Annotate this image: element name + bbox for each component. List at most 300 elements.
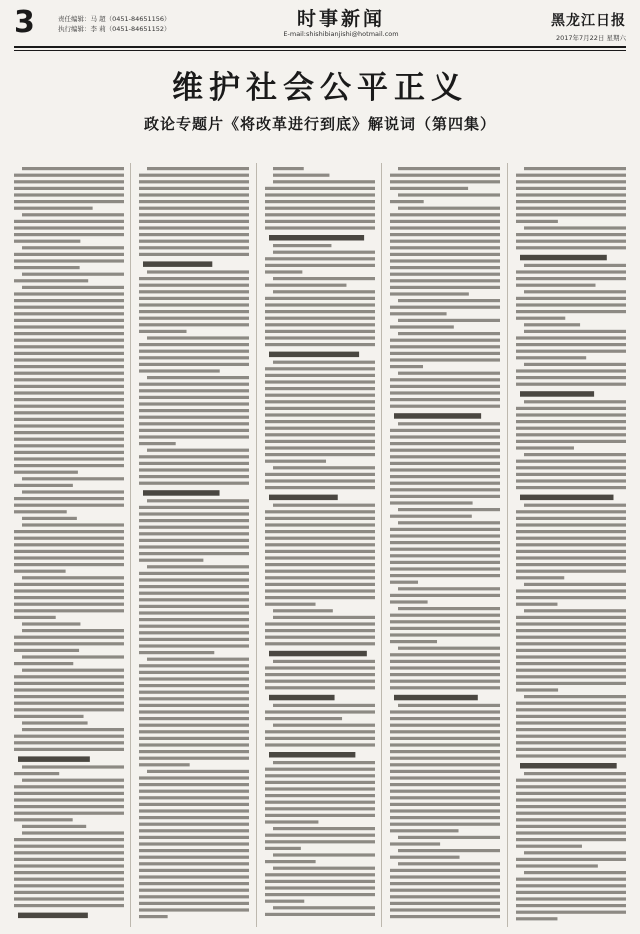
text-line-placeholder	[516, 721, 626, 724]
text-line-placeholder	[139, 572, 249, 575]
text-line-placeholder	[139, 233, 249, 236]
text-line-placeholder	[14, 193, 124, 196]
text-line-placeholder	[139, 908, 249, 911]
text-line-placeholder	[516, 785, 626, 788]
text-line-placeholder	[265, 523, 375, 526]
text-line-placeholder	[14, 431, 124, 434]
text-line-placeholder	[139, 323, 249, 326]
subheading-placeholder	[394, 695, 478, 701]
text-line-placeholder	[14, 319, 124, 322]
text-line-placeholder	[516, 383, 626, 386]
text-line-placeholder	[273, 290, 375, 293]
text-line-placeholder	[139, 829, 249, 832]
text-line-placeholder	[398, 587, 500, 590]
text-line-placeholder	[139, 697, 249, 700]
text-line-placeholder	[265, 387, 375, 390]
text-line-placeholder	[265, 264, 375, 267]
text-line-placeholder	[516, 728, 626, 731]
text-line-placeholder	[139, 644, 249, 647]
text-line-placeholder	[14, 207, 93, 210]
text-line-placeholder	[390, 253, 500, 256]
text-line-placeholder	[390, 783, 500, 786]
text-line-placeholder	[265, 710, 375, 713]
text-line-placeholder	[139, 416, 249, 419]
subheading-placeholder	[520, 763, 617, 769]
text-line-placeholder	[398, 422, 500, 425]
text-line-placeholder	[516, 616, 626, 619]
text-line-placeholder	[139, 290, 249, 293]
text-line-placeholder	[265, 336, 375, 339]
text-line-placeholder	[265, 517, 375, 520]
text-line-placeholder	[14, 292, 124, 295]
text-line-placeholder	[516, 174, 626, 177]
text-line-placeholder	[265, 323, 375, 326]
text-line-placeholder	[390, 567, 500, 570]
section-email: E-mail:shishibianjishi@hotmail.com	[283, 30, 399, 38]
text-line-placeholder	[516, 433, 626, 436]
text-line-placeholder	[265, 893, 375, 896]
masthead-rule	[14, 46, 626, 48]
text-line-placeholder	[22, 517, 77, 520]
text-line-placeholder	[516, 537, 626, 540]
text-line-placeholder	[147, 565, 249, 568]
text-line-placeholder	[398, 332, 500, 335]
text-line-placeholder	[516, 284, 595, 287]
text-line-placeholder	[265, 380, 375, 383]
text-line-placeholder	[14, 259, 124, 262]
text-line-placeholder	[265, 510, 375, 513]
text-line-placeholder	[147, 658, 249, 661]
text-line-placeholder	[390, 488, 500, 491]
subheading-placeholder	[269, 235, 364, 241]
text-line-placeholder	[139, 369, 220, 372]
text-line-placeholder	[14, 266, 80, 269]
text-column	[265, 163, 382, 927]
text-line-placeholder	[265, 420, 375, 423]
text-line-placeholder	[524, 772, 626, 775]
text-line-placeholder	[139, 532, 249, 535]
text-line-placeholder	[516, 369, 626, 372]
text-line-placeholder	[139, 704, 249, 707]
text-line-placeholder	[516, 187, 626, 190]
text-line-placeholder	[147, 270, 249, 273]
text-line-placeholder	[516, 682, 626, 685]
headline-area	[14, 51, 626, 157]
text-line-placeholder	[265, 589, 375, 592]
text-line-placeholder	[524, 226, 626, 229]
text-line-placeholder	[265, 666, 375, 669]
text-line-placeholder	[390, 594, 500, 597]
text-line-placeholder	[516, 570, 626, 573]
text-line-placeholder	[139, 330, 187, 333]
text-line-placeholder	[390, 633, 500, 636]
text-line-placeholder	[265, 207, 375, 210]
text-line-placeholder	[516, 741, 626, 744]
text-line-placeholder	[516, 884, 626, 887]
text-line-placeholder	[390, 306, 500, 309]
text-line-placeholder	[390, 455, 500, 458]
text-line-placeholder	[516, 427, 626, 430]
text-line-placeholder	[22, 765, 124, 768]
text-line-placeholder	[390, 889, 500, 892]
text-line-placeholder	[265, 270, 302, 273]
text-line-placeholder	[516, 891, 626, 894]
text-line-placeholder	[139, 803, 249, 806]
text-line-placeholder	[516, 486, 626, 489]
text-line-placeholder	[14, 510, 67, 513]
text-line-placeholder	[390, 743, 500, 746]
text-line-placeholder	[139, 691, 249, 694]
text-line-placeholder	[390, 266, 500, 269]
text-line-placeholder	[524, 583, 626, 586]
text-line-placeholder	[516, 825, 626, 828]
text-line-placeholder	[398, 647, 500, 650]
text-line-placeholder	[390, 378, 500, 381]
text-line-placeholder	[265, 556, 375, 559]
text-line-placeholder	[516, 376, 626, 379]
text-line-placeholder	[265, 297, 375, 300]
text-line-placeholder	[139, 671, 249, 674]
text-line-placeholder	[265, 343, 375, 346]
text-line-placeholder	[14, 891, 124, 894]
text-line-placeholder	[516, 407, 626, 410]
text-line-placeholder	[273, 180, 375, 183]
column-text-placeholder	[139, 163, 251, 923]
text-line-placeholder	[390, 717, 500, 720]
text-line-placeholder	[265, 642, 375, 645]
text-line-placeholder	[516, 356, 586, 359]
masthead	[14, 5, 626, 44]
text-line-placeholder	[516, 200, 626, 203]
text-line-placeholder	[516, 317, 565, 320]
text-line-placeholder	[398, 836, 500, 839]
text-line-placeholder	[516, 510, 626, 513]
text-line-placeholder	[390, 620, 500, 623]
text-line-placeholder	[147, 336, 249, 339]
text-line-placeholder	[273, 609, 333, 612]
text-line-placeholder	[139, 743, 249, 746]
text-line-placeholder	[273, 244, 331, 247]
text-line-placeholder	[139, 710, 249, 713]
text-line-placeholder	[139, 585, 249, 588]
text-line-placeholder	[516, 413, 626, 416]
text-line-placeholder	[14, 358, 124, 361]
text-line-placeholder	[265, 913, 375, 916]
text-line-placeholder	[139, 343, 249, 346]
text-line-placeholder	[139, 220, 249, 223]
text-column	[516, 163, 626, 927]
column-text-placeholder	[516, 163, 626, 923]
text-line-placeholder	[265, 284, 346, 287]
text-line-placeholder	[273, 906, 375, 909]
text-line-placeholder	[14, 649, 79, 652]
issue-date: 2017年7月22日 星期六	[555, 34, 626, 42]
text-line-placeholder	[139, 482, 249, 485]
text-line-placeholder	[14, 695, 124, 698]
text-line-placeholder	[139, 475, 249, 478]
text-line-placeholder	[516, 479, 626, 482]
text-line-placeholder	[390, 614, 500, 617]
subheading-placeholder	[143, 490, 220, 496]
text-line-placeholder	[516, 233, 626, 236]
text-line-placeholder	[390, 365, 423, 368]
text-line-placeholder	[14, 471, 78, 474]
text-line-placeholder	[14, 636, 124, 639]
text-line-placeholder	[390, 405, 500, 408]
text-line-placeholder	[265, 446, 375, 449]
text-line-placeholder	[139, 578, 249, 581]
text-line-placeholder	[390, 352, 500, 355]
text-line-placeholder	[265, 807, 375, 810]
text-line-placeholder	[14, 325, 124, 328]
text-line-placeholder	[139, 809, 249, 812]
text-line-placeholder	[265, 717, 342, 720]
subheading-placeholder	[269, 495, 338, 501]
text-line-placeholder	[139, 409, 249, 412]
text-line-placeholder	[390, 915, 500, 918]
text-line-placeholder	[265, 226, 375, 229]
text-line-placeholder	[524, 695, 626, 698]
text-line-placeholder	[139, 605, 249, 608]
text-line-placeholder	[390, 220, 500, 223]
text-line-placeholder	[14, 675, 124, 678]
text-line-placeholder	[516, 180, 626, 183]
text-line-placeholder	[14, 741, 124, 744]
text-line-placeholder	[139, 875, 249, 878]
text-line-placeholder	[265, 886, 375, 889]
text-line-placeholder	[265, 686, 375, 689]
text-line-placeholder	[22, 728, 124, 731]
text-line-placeholder	[14, 240, 80, 243]
text-line-placeholder	[139, 684, 249, 687]
text-line-placeholder	[139, 207, 249, 210]
subheading-placeholder	[520, 391, 594, 397]
text-line-placeholder	[273, 704, 375, 707]
text-line-placeholder	[139, 317, 249, 320]
text-line-placeholder	[390, 325, 454, 328]
text-line-placeholder	[14, 424, 124, 427]
text-line-placeholder	[14, 233, 124, 236]
text-line-placeholder	[22, 721, 88, 724]
text-line-placeholder	[14, 583, 124, 586]
text-line-placeholder	[22, 246, 124, 249]
text-line-placeholder	[390, 259, 500, 262]
text-line-placeholder	[390, 763, 500, 766]
text-line-placeholder	[390, 213, 500, 216]
text-line-placeholder	[524, 290, 626, 293]
text-line-placeholder	[147, 499, 249, 502]
text-line-placeholder	[14, 688, 124, 691]
text-line-placeholder	[390, 554, 500, 557]
text-line-placeholder	[265, 530, 375, 533]
text-line-placeholder	[139, 757, 249, 760]
text-line-placeholder	[390, 882, 500, 885]
subheading-placeholder	[520, 255, 607, 260]
text-line-placeholder	[516, 576, 564, 579]
text-line-placeholder	[14, 838, 124, 841]
text-line-placeholder	[390, 875, 500, 878]
text-line-placeholder	[516, 603, 557, 606]
text-line-placeholder	[139, 625, 249, 628]
text-line-placeholder	[516, 897, 626, 900]
text-line-placeholder	[265, 563, 375, 566]
text-line-placeholder	[390, 398, 500, 401]
text-line-placeholder	[147, 376, 249, 379]
text-line-placeholder	[516, 845, 582, 848]
text-line-placeholder	[22, 490, 124, 493]
text-line-placeholder	[265, 576, 375, 579]
text-line-placeholder	[139, 429, 249, 432]
text-line-placeholder	[139, 277, 249, 280]
text-line-placeholder	[139, 303, 249, 306]
text-line-placeholder	[390, 869, 500, 872]
text-line-placeholder	[390, 435, 500, 438]
text-line-placeholder	[139, 856, 249, 859]
text-line-placeholder	[524, 264, 626, 267]
text-line-placeholder	[22, 831, 124, 834]
text-line-placeholder	[524, 323, 580, 326]
text-line-placeholder	[516, 702, 626, 705]
text-line-placeholder	[14, 682, 124, 685]
text-line-placeholder	[265, 603, 316, 606]
text-line-placeholder	[516, 303, 626, 306]
text-line-placeholder	[390, 895, 500, 898]
text-line-placeholder	[390, 339, 500, 342]
paper-info	[551, 10, 626, 42]
text-line-placeholder	[516, 596, 626, 599]
text-line-placeholder	[390, 174, 500, 177]
text-line-placeholder	[14, 411, 124, 414]
subheading-placeholder	[520, 495, 613, 501]
text-line-placeholder	[139, 592, 249, 595]
text-line-placeholder	[139, 823, 249, 826]
text-line-placeholder	[265, 900, 304, 903]
text-line-placeholder	[14, 444, 124, 447]
text-line-placeholder	[14, 904, 124, 907]
text-line-placeholder	[22, 576, 124, 579]
text-line-placeholder	[516, 688, 558, 691]
article-columns	[14, 157, 626, 927]
text-line-placeholder	[516, 589, 626, 592]
text-line-placeholder	[147, 449, 249, 452]
text-line-placeholder	[273, 867, 375, 870]
text-line-placeholder	[22, 523, 124, 526]
text-line-placeholder	[14, 372, 124, 375]
text-line-placeholder	[265, 550, 375, 553]
text-line-placeholder	[390, 548, 500, 551]
subheading-placeholder	[18, 913, 88, 919]
text-line-placeholder	[139, 422, 249, 425]
text-line-placeholder	[390, 286, 500, 289]
text-line-placeholder	[390, 790, 500, 793]
text-line-placeholder	[516, 708, 626, 711]
text-line-placeholder	[516, 805, 626, 808]
text-line-placeholder	[14, 365, 124, 368]
text-line-placeholder	[139, 790, 249, 793]
editor-credits	[58, 14, 208, 34]
text-line-placeholder	[22, 825, 86, 828]
text-line-placeholder	[14, 352, 124, 355]
text-line-placeholder	[265, 596, 375, 599]
text-line-placeholder	[516, 675, 626, 678]
text-line-placeholder	[390, 358, 500, 361]
text-line-placeholder	[390, 501, 473, 504]
text-line-placeholder	[524, 851, 626, 854]
text-line-placeholder	[524, 330, 626, 333]
text-line-placeholder	[390, 666, 500, 669]
text-line-placeholder	[139, 519, 249, 522]
column-text-placeholder	[390, 163, 502, 923]
text-line-placeholder	[139, 776, 249, 779]
text-line-placeholder	[139, 618, 249, 621]
text-line-placeholder	[14, 332, 124, 335]
text-line-placeholder	[139, 611, 249, 614]
text-line-placeholder	[265, 453, 375, 456]
text-line-placeholder	[516, 911, 626, 914]
text-line-placeholder	[139, 402, 249, 405]
text-line-placeholder	[265, 193, 375, 196]
text-line-placeholder	[265, 330, 375, 333]
subheading-placeholder	[269, 651, 367, 657]
text-line-placeholder	[265, 768, 375, 771]
text-line-placeholder	[516, 310, 626, 313]
text-line-placeholder	[398, 319, 500, 322]
text-line-placeholder	[265, 622, 375, 625]
text-line-placeholder	[139, 631, 249, 634]
text-line-placeholder	[14, 858, 124, 861]
text-line-placeholder	[516, 213, 626, 216]
text-column	[139, 163, 256, 927]
text-line-placeholder	[516, 420, 626, 423]
text-line-placeholder	[14, 226, 124, 229]
text-line-placeholder	[14, 556, 124, 559]
text-line-placeholder	[265, 427, 375, 430]
text-line-placeholder	[390, 226, 500, 229]
text-line-placeholder	[14, 220, 124, 223]
text-line-placeholder	[14, 550, 124, 553]
text-line-placeholder	[390, 385, 500, 388]
text-line-placeholder	[390, 292, 469, 295]
text-line-placeholder	[390, 757, 500, 760]
text-line-placeholder	[398, 607, 500, 610]
text-line-placeholder	[14, 418, 124, 421]
column-text-placeholder	[14, 163, 126, 923]
text-line-placeholder	[22, 655, 124, 658]
text-line-placeholder	[390, 528, 500, 531]
text-line-placeholder	[265, 537, 375, 540]
text-line-placeholder	[516, 523, 626, 526]
text-line-placeholder	[390, 561, 500, 564]
text-line-placeholder	[516, 240, 626, 243]
subheading-placeholder	[143, 261, 212, 267]
text-line-placeholder	[265, 200, 375, 203]
text-line-placeholder	[516, 878, 626, 881]
subheading-placeholder	[269, 752, 355, 758]
text-line-placeholder	[139, 240, 249, 243]
text-line-placeholder	[22, 213, 124, 216]
text-line-placeholder	[14, 596, 124, 599]
text-line-placeholder	[516, 655, 626, 658]
text-line-placeholder	[265, 847, 301, 850]
text-line-placeholder	[265, 629, 375, 632]
text-line-placeholder	[139, 539, 249, 542]
text-line-placeholder	[398, 372, 500, 375]
text-line-placeholder	[516, 636, 626, 639]
text-line-placeholder	[265, 673, 375, 676]
text-line-placeholder	[390, 534, 500, 537]
text-line-placeholder	[139, 763, 190, 766]
text-line-placeholder	[524, 871, 626, 874]
